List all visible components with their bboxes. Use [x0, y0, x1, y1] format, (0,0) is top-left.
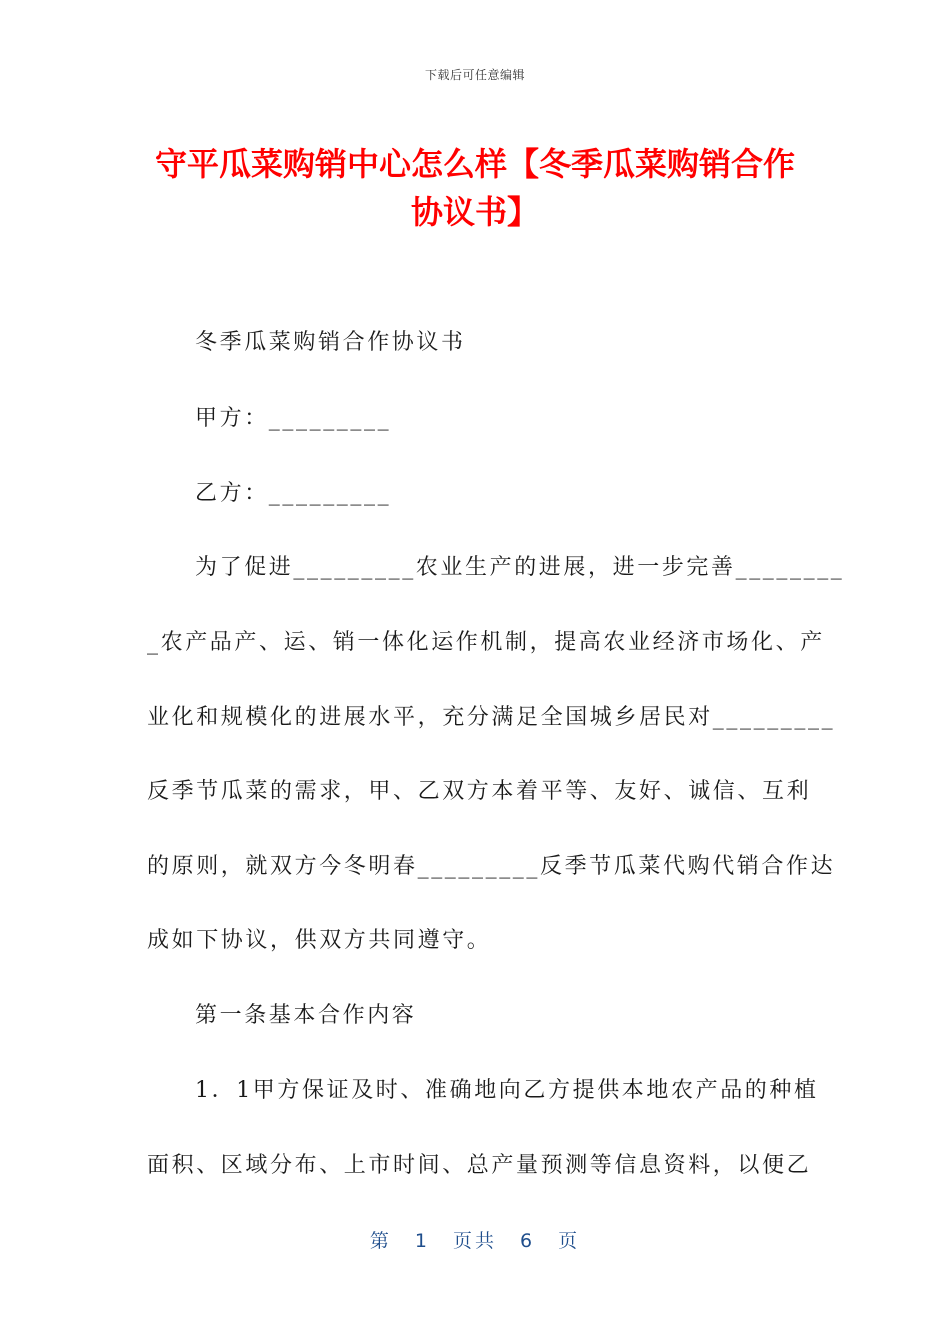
clause-line: 1．1甲方保证及时、准确地向乙方提供本地农产品的种植 [195, 1078, 819, 1103]
paragraph-line: 反季节瓜菜的需求，甲、乙双方本着平等、友好、诚信、互利 [147, 779, 812, 804]
paragraph-line: 成如下协议，供双方共同遵守。 [147, 928, 492, 953]
page-footer: 第 1 页共 6 页 [369, 1230, 581, 1252]
header-note: 下载后可任意编辑 [424, 68, 525, 82]
paragraph-line: _农产品产、运、销一体化运作机制，提高农业经济市场化、产 [147, 630, 825, 655]
paragraph-line: 业化和规模化的进展水平，充分满足全国城乡居民对_________ [147, 705, 836, 730]
paragraph-line: 为了促进_________农业生产的进展，进一步完善________ [195, 555, 845, 580]
party-b-line: 乙方：_________ [195, 481, 392, 506]
article-heading: 第一条基本合作内容 [195, 1003, 417, 1028]
agreement-heading: 冬季瓜菜购销合作协议书 [195, 330, 466, 355]
document-title: 守平瓜菜购销中心怎么样【冬季瓜菜购销合作协议书】 [154, 145, 795, 231]
paragraph-line: 的原则，就双方今冬明春_________反季节瓜菜代购代销合作达 [147, 854, 836, 879]
clause-line: 面积、区域分布、上市时间、总产量预测等信息资料，以便乙 [147, 1153, 812, 1178]
party-a-line: 甲方：_________ [195, 406, 392, 431]
